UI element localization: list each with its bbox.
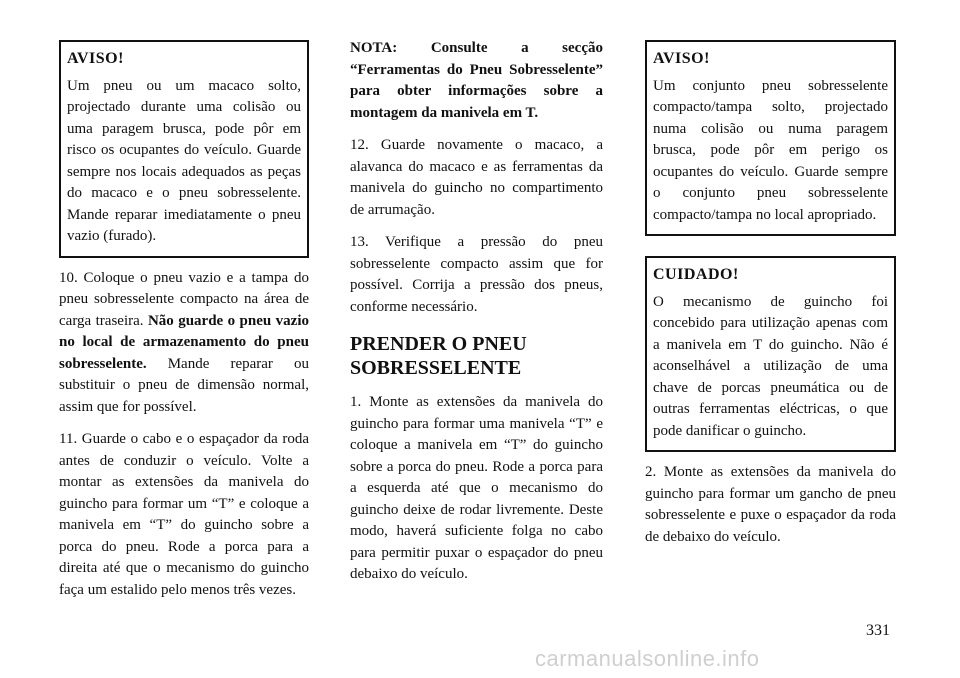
- watermark: carmanualsonline.info: [535, 646, 760, 671]
- note: [350, 38, 603, 124]
- warning-title: AVISO!: [653, 50, 710, 67]
- note-text: NOTA: Consulte a secção “Ferramentas do Pneu Sobresselente” para obter informações sobre a montagem da manivela em T.: [350, 40, 603, 121]
- warning-title: AVISO!: [67, 50, 124, 67]
- section-heading: PRENDER O PNEU SOBRESSELENTE: [350, 333, 527, 379]
- step-10-tail: Mande reparar ou substituir o pneu de dimensão normal, assim que for possível.: [59, 355, 309, 415]
- page-number: 331: [866, 622, 890, 639]
- warning-text: Um conjunto pneu sobresselente compacto/tampa solto, projectado numa colisão ou numa paragem brusca, pode pôr em perigo os ocupantes do veículo. Guarde sempre o conjunto pneu sobresselente compacto/tampa no local apropriado.: [653, 77, 888, 223]
- step-10-emphasis: Não guarde o pneu vazio no local de armazenamento do pneu sobresselente.: [59, 312, 309, 372]
- column-left: [59, 40, 309, 612]
- warning-box: [59, 40, 309, 258]
- warning-box: [645, 40, 896, 236]
- column-right: [645, 40, 896, 559]
- caution-title: CUIDADO!: [653, 266, 739, 283]
- step-13: 13. Verifique a pressão do pneu sobresselente compacto assim que for possível. Corrija a pressão dos pneus, conforme necessário.: [350, 234, 603, 315]
- step-10-text: 10. Coloque o pneu vazio e a tampa do pneu sobresselente compacto na área de carga traseira.: [59, 269, 309, 329]
- step-10: [59, 268, 309, 419]
- step-11: 11. Guarde o cabo e o espaçador da roda antes de conduzir o veículo. Volte a montar as extensões da manivela do guincho para formar um “T” e coloque a manivela em “T” do guincho sobre a porca do pneu. Rode a porca para a direita até que o mecanismo do guincho faça um estalido pelo menos três vezes.: [59, 431, 309, 598]
- caution-text: O mecanismo de guincho foi concebido para utilização apenas com a manivela em T do guincho. Não é aconselhável a utilização de uma chave de porcas pneumática ou de outras ferramentas eléctricas, o que pode danificar o guincho.: [653, 293, 888, 439]
- warning-text: Um pneu ou um macaco solto, projectado durante uma colisão ou uma paragem brusca, pode pôr em risco os ocupantes do veículo. Guarde sempre nos locais adequados as peças do macaco e o pneu sobresselente. Mande reparar imediatamente o pneu vazio (furado).: [67, 77, 301, 244]
- step-2: 2. Monte as extensões da manivela do guincho para formar um gancho de pneu sobresselente e puxe o espaçador da roda de debaixo do veículo.: [645, 464, 896, 545]
- step-12: 12. Guarde novamente o macaco, a alavanca do macaco e as ferramentas da manivela do guincho no compartimento de arrumação.: [350, 137, 603, 218]
- caution-box: [645, 256, 896, 452]
- column-middle: [350, 38, 603, 597]
- step-1: 1. Monte as extensões da manivela do guincho para formar uma manivela “T” e coloque a manivela em “T” do guincho sobre a porca do pneu. Rode a porca para a esquerda até que o mecanismo do guincho deixe de rodar livremente. Deste modo, haverá suficiente folga no cabo para permitir puxar o espaçador do pneu debaixo do veículo.: [350, 394, 603, 582]
